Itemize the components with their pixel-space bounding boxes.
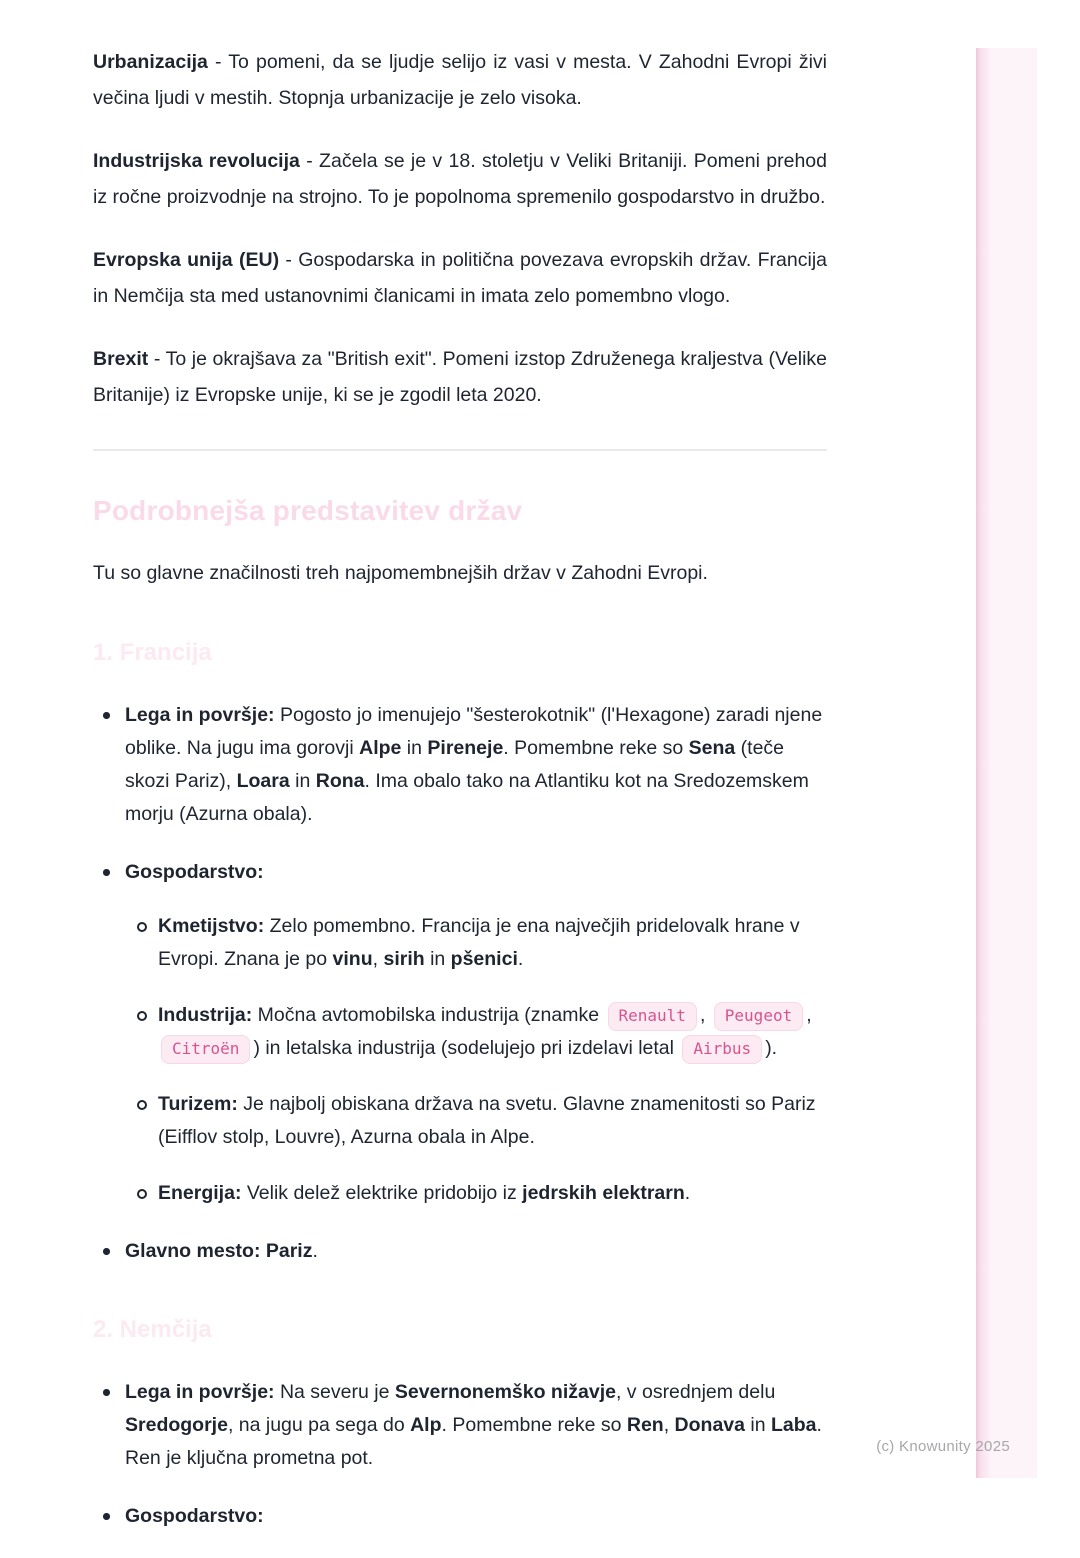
document-page — [93, 0, 827, 1558]
list-item-france-industrija — [158, 999, 827, 1065]
text-segment: ). — [765, 1037, 778, 1059]
text-segment: Je najbolj obiskana država na svetu. Glavne znamenitosti so Pariz (Eifflov stolp, Louvre), Azurna obala in Alpe. — [158, 1093, 816, 1148]
bold-text: Brexit — [93, 348, 149, 370]
list-item-france-glavno-mesto — [125, 1235, 827, 1268]
bold-text: Alp — [410, 1414, 442, 1436]
text-segment: . Pomembne reke so — [441, 1414, 627, 1436]
bold-text: Gospodarstvo: — [125, 1505, 264, 1527]
bold-text: Donava — [674, 1414, 745, 1436]
text-segment: . — [684, 1182, 691, 1204]
bold-text: Industrijska revolucija — [93, 150, 300, 172]
text-segment: Zelo pomembno. Francija je ena največjih pridelovalk hrane v Evropi. Znana je po — [158, 915, 800, 970]
bold-text: Lega in površje: — [125, 1381, 275, 1403]
list-item-text — [158, 1004, 812, 1059]
text-segment: , — [372, 948, 384, 970]
text-segment: - To pomeni, da se ljudje selijo iz vasi v mesta. V Zahodni Evropi živi večina ljudi v mestih. Stopnja urbanizacije je zelo visoka. — [93, 51, 827, 109]
bold-text: Laba — [771, 1414, 817, 1436]
brand-code-badge: Renault — [608, 1002, 697, 1031]
text-segment: Pogosto jo imenujejo "šesterokotnik" (l'Hexagone) zaradi njene oblike. Na jugu ima gorovji — [125, 704, 823, 759]
text-segment: , — [806, 1004, 812, 1026]
text-segment: Močna avtomobilska industrija (znamke — [252, 1004, 605, 1026]
list-item-text — [125, 1381, 822, 1469]
brand-code-badge: Airbus — [682, 1035, 762, 1064]
germany-heading: 2. Nemčija — [93, 1316, 212, 1343]
list-item-germany-gospodarstvo — [125, 1500, 827, 1533]
bold-text: pšenici — [450, 948, 518, 970]
bold-text: Industrija: — [158, 1004, 253, 1026]
definitions-section — [93, 44, 827, 413]
text-segment: . Pomembne reke so — [503, 737, 689, 759]
text-segment: , — [699, 1004, 711, 1026]
definition-evropska-unija — [93, 242, 827, 314]
list-item-text — [158, 1182, 690, 1204]
bold-text: Sena — [688, 737, 736, 759]
bold-text: Gospodarstvo: — [125, 861, 264, 883]
bold-text: Turizem: — [158, 1093, 238, 1115]
text-segment: . Ima obalo tako na Atlantiku kot na Sredozemskem morju (Azurna obala). — [125, 770, 809, 825]
section-heading: Podrobnejša predstavitev držav — [93, 495, 523, 526]
list-item-text — [158, 1093, 816, 1148]
bold-text: Severnonemško nižavje — [394, 1381, 616, 1403]
bold-text: Loara — [236, 770, 290, 792]
text-segment: (teče skozi Pariz), — [125, 737, 785, 792]
bold-text: Kmetijstvo: — [158, 915, 265, 937]
text-segment: in — [424, 948, 451, 970]
text-segment: , v osrednjem delu — [615, 1381, 776, 1403]
text-segment: in — [401, 737, 428, 759]
france-list — [93, 699, 827, 1268]
copyright-footer: (c) Knowunity 2025 — [876, 1438, 1010, 1455]
bold-text: sirih — [383, 948, 425, 970]
definition-industrijska-revolucija — [93, 143, 827, 215]
list-item-france-gospodarstvo — [125, 856, 827, 1210]
text-segment: Velik delež elektrike pridobijo iz — [241, 1182, 523, 1204]
list-item-text — [125, 861, 264, 883]
list-item-text — [125, 1240, 318, 1262]
bold-text: Sredogorje — [125, 1414, 228, 1436]
bold-text: vinu — [332, 948, 373, 970]
bold-text: jedrskih elektrarn — [522, 1182, 685, 1204]
next-page-edge — [976, 48, 1037, 1478]
bold-text: Urbanizacija — [93, 51, 208, 73]
list-item-germany-lega — [125, 1376, 827, 1475]
list-item-text — [125, 704, 822, 825]
text-segment: ) in letalska industrija (sodelujejo pri izdelavi letal — [253, 1037, 680, 1059]
text-segment: , — [663, 1414, 675, 1436]
bold-text: Alpe — [359, 737, 402, 759]
section-intro: Tu so glavne značilnosti treh najpomembnejših držav v Zahodni Evropi. — [93, 562, 708, 584]
text-segment: - Začela se je v 18. stoletju v Veliki Britaniji. Pomeni prehod iz ročne proizvodnje na strojno. To je popolnoma spremenilo gospodarstvo in družbo. — [93, 150, 827, 208]
list-item-france-energija — [158, 1177, 827, 1210]
france-economy-sublist — [125, 910, 827, 1210]
text-segment: . Ren je ključna prometna pot. — [125, 1414, 822, 1469]
list-item-france-kmetijstvo — [158, 910, 827, 976]
text-segment: - Gospodarska in politična povezava evropskih držav. Francija in Nemčija sta med ustanovnimi članicami in imata zelo pomembno vlogo. — [93, 249, 827, 307]
list-item-france-lega — [125, 699, 827, 831]
bold-text: Ren — [626, 1414, 664, 1436]
germany-list — [93, 1376, 827, 1533]
text-segment: in — [745, 1414, 772, 1436]
text-segment: - To je okrajšava za "British exit". Pomeni izstop Združenega kraljestva (Velike Britanije) iz Evropske unije, ki se je zgodil leta 2020. — [93, 348, 827, 406]
bold-text: Lega in površje: — [125, 704, 275, 726]
text-segment: . — [517, 948, 524, 970]
list-item-text — [125, 1505, 264, 1527]
bold-text: Rona — [315, 770, 365, 792]
text-segment: , na jugu pa sega do — [227, 1414, 411, 1436]
brand-code-badge: Citroën — [161, 1035, 250, 1064]
definition-brexit — [93, 341, 827, 413]
bold-text: Energija: — [158, 1182, 242, 1204]
text-segment: Na severu je — [274, 1381, 395, 1403]
text-segment: in — [289, 770, 316, 792]
text-segment: . — [312, 1240, 318, 1262]
bold-text: Evropska unija (EU) — [93, 249, 280, 271]
section-divider — [93, 449, 827, 451]
bold-text: Pireneje — [427, 737, 504, 759]
definition-urbanizacija — [93, 44, 827, 116]
list-item-text — [158, 915, 800, 970]
brand-code-badge: Peugeot — [714, 1002, 803, 1031]
list-item-france-turizem — [158, 1088, 827, 1154]
bold-text: Glavno mesto: Pariz — [125, 1240, 313, 1262]
france-heading: 1. Francija — [93, 639, 212, 666]
